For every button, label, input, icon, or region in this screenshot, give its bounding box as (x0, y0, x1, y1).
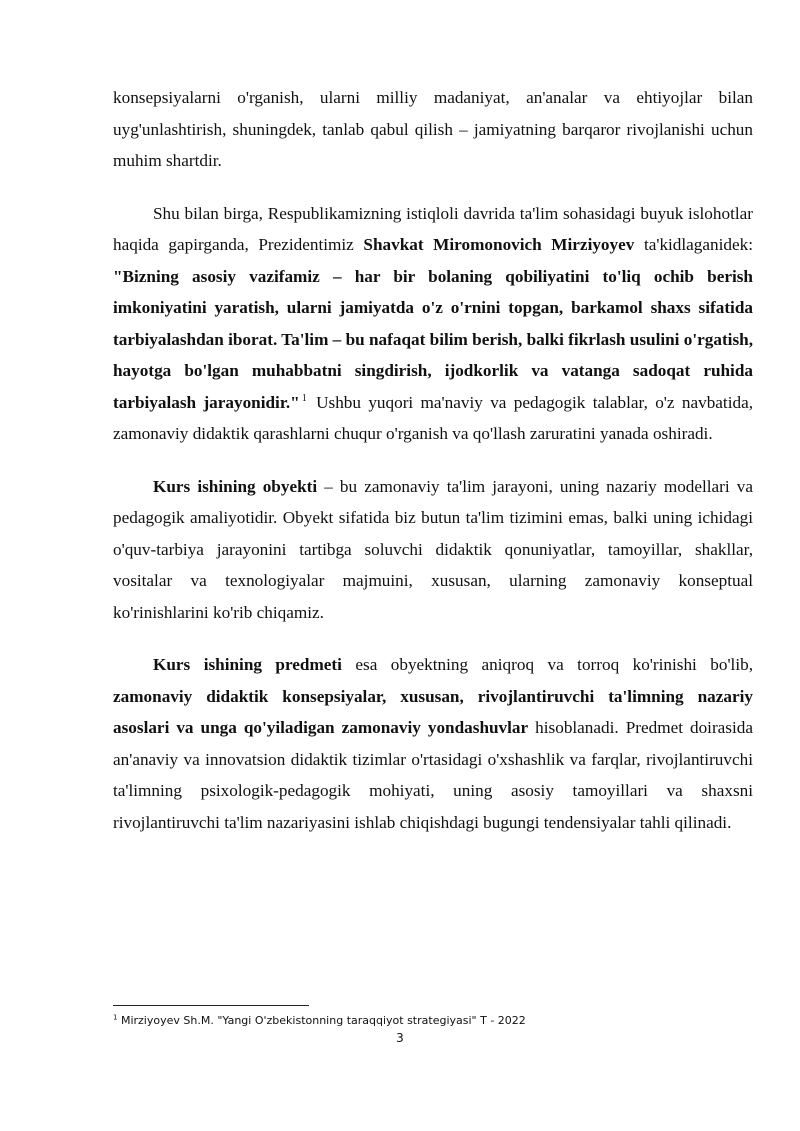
paragraph-text: konsepsiyalarni o'rganish, ularni milliy madaniyat, an'analar va ehtiyojlar bilan uyg'unlashtirish, shuningdek, tanlab qabul qilish – jamiyatning barqaror rivojlanishi uchun muhim shartdir. (113, 88, 753, 170)
course-subject-text-1: esa obyektning aniqroq va torroq ko'rinishi bo'lib, (341, 655, 753, 674)
footnote-separator (113, 1005, 309, 1006)
paragraph-course-subject (113, 649, 753, 838)
paragraph-course-object (113, 471, 753, 629)
course-object-text: – bu zamonaviy ta'lim jarayoni, uning nazariy modellari va pedagogik amaliyotidir. Obyekt sifatida biz butun ta'lim tizimini emas, balki uning ichidagi o'quv-tarbiya jarayonini tartibga soluvchi didaktik qonuniyatlar, tamoyillar, shakllar, vositalar va texnologiyalar majmuini, xususan, ularning zamonaviy konseptual ko'rinishlarini ko'rib chiqamiz. (113, 476, 753, 622)
page-number: 3 (396, 1031, 404, 1045)
footnote (113, 1014, 526, 1028)
paragraph-president-quote (113, 198, 753, 450)
footnote-number: 1 (113, 1013, 118, 1022)
course-object-heading: Kurs ishining obyekti (153, 476, 318, 496)
footnote-text: Mirziyoyev Sh.M. "Yangi O'zbekistonning taraqqiyot strategiyasi" T - 2022 (117, 1014, 526, 1027)
course-subject-heading: Kurs ishining predmeti (153, 655, 342, 674)
president-name: Shavkat Miromonovich Mirziyoyev (363, 235, 635, 254)
course-subject-text-2: hisoblanadi. Predmet doirasida an'anaviy va innovatsion didaktik tizimlar o'rtasidagi o'xshashlik va farqlar, rivojlantiruvchi ta'limning psixologik-pedagogik mohiyati, uning asosiy tamoyillari va shaxsni rivojlantiruvchi ta'lim nazariyasini ishlab chiqishdagi bugungi tendensiyalar tahli qilinadi. (113, 718, 753, 832)
president-quote: "Bizning asosiy vazifamiz – har bir bolaning qobiliyatini to'liq ochib berish imkoniyatini yaratish, ularni jamiyatda o'z o'rnini topgan, barkamol shaxs sifatida tarbiyalashdan iborat. Ta'lim – bu nafaqat bilim berish, balki fikrlash usulini o'rgatish, hayotga bo'lgan muhabbatni singdirish, ijodkorlik va vatanga sadoqat ruhida tarbiyalash jarayonidir." (113, 266, 753, 412)
course-subject-emphasis: zamonaviy didaktik konsepsiyalar, xususan, rivojlantiruvchi ta'limning nazariy asoslari va unga qo'yiladigan zamonaviy yondashuvlar (113, 686, 753, 737)
footnote-reference[interactable]: 1 (301, 392, 307, 404)
paragraph-rest: Ushbu yuqori ma'naviy va pedagogik talablar, o'z navbatida, zamonaviy didaktik qarashlarni chuqur o'rganish va qo'llash zaruratini yanada oshiradi. (113, 392, 753, 443)
paragraph-intro: Shu bilan birga, Respublikamizning istiqloli davrida ta'lim sohasidagi buyuk islohotlar haqida gapirganda, Prezidentimiz (113, 203, 753, 254)
paragraph-continuation (113, 82, 753, 177)
page-body (113, 82, 753, 838)
said-text: ta'kidlaganidek: (634, 235, 753, 254)
